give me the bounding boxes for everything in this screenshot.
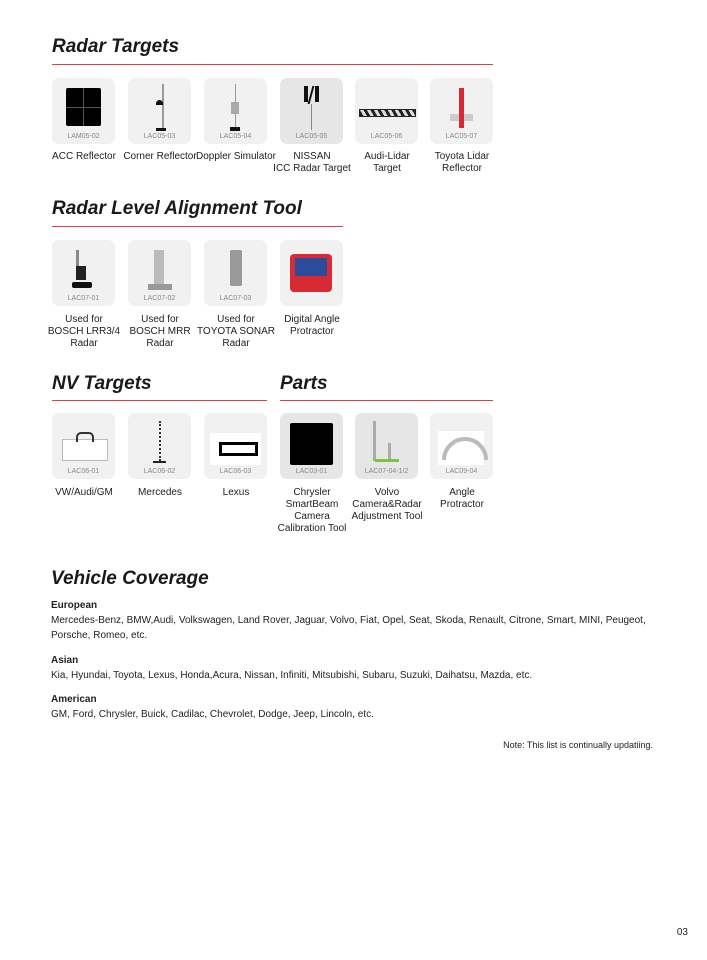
american-label: American [51,694,97,705]
product-label: Chrysler SmartBeam Camera Calibration Tool [277,487,347,534]
product-code: LAC07-02 [143,295,176,302]
product-image [204,417,267,463]
product-image [355,82,418,128]
product-label: VW/Audi/GM [55,487,113,498]
vehicle-coverage-heading: Vehicle Coverage [51,568,209,589]
nv-targets-heading: NV Targets [52,373,152,394]
product-label: Doppler Simulator [195,151,277,162]
product-card [52,240,115,306]
page-number: 03 [676,927,688,938]
product-image [52,82,115,128]
product-code: LAC05-04 [219,133,252,140]
product-label: Audi-Lidar Target [364,151,410,174]
product-image [280,244,343,290]
product-card [430,78,493,144]
divider [52,64,493,65]
product-image [204,82,267,128]
product-label: Angle Protractor [440,487,484,510]
product-card [355,413,418,479]
product-card [52,413,115,479]
product-label: Digital Angle Protractor [284,314,340,337]
product-code: LAC03-01 [295,468,328,475]
product-code: LAC05-06 [370,133,403,140]
product-card [280,240,343,306]
product-card [430,413,493,479]
product-code: LAC05-07 [445,133,478,140]
product-label: Used for BOSCH LRR3/4 Radar [47,314,121,349]
product-code: LAC07-04-1/2 [364,468,409,475]
product-card [204,240,267,306]
product-label: Used for TOYOTA SONAR Radar [197,314,275,349]
product-card [52,78,115,144]
product-label: Used for BOSCH MRR Radar [129,314,191,349]
product-label: Corner Reflector [123,151,197,162]
product-code: LAC07-03 [219,295,252,302]
product-code: LAC07-01 [67,295,100,302]
alignment-heading: Radar Level Alignment Tool [52,198,302,219]
radar-targets-heading: Radar Targets [52,36,180,57]
product-label: Volvo Camera&Radar Adjustment Tool [351,487,423,522]
product-image [128,82,191,128]
divider [280,400,493,401]
product-label: Mercedes [138,487,182,498]
product-image [355,417,418,463]
product-card [128,413,191,479]
product-image [430,417,493,463]
asian-label: Asian [51,655,79,666]
product-card [204,78,267,144]
product-code: LAC05-03 [143,133,176,140]
product-code: LAC06-02 [143,468,176,475]
product-label: NISSAN ICC Radar Target [273,151,351,174]
product-card [128,78,191,144]
product-image [280,82,343,128]
product-card [204,413,267,479]
product-image [204,244,267,290]
parts-heading: Parts [280,373,328,394]
note: Note: This list is continually updatiing. [503,740,653,750]
product-label: Toyota Lidar Reflector [434,151,490,174]
european-label: European [51,600,98,611]
asian-list: Kia, Hyundai, Toyota, Lexus, Honda,Acura, Nissan, Infiniti, Mitsubishi, Subaru, Suzuki, Daihatsu, Mazda, etc. [51,670,533,681]
product-code: LAC06-03 [219,468,252,475]
american-list: GM, Ford, Chrysler, Buick, Cadilac, Chevrolet, Dodge, Jeep, Lincoln, etc. [51,709,374,720]
product-image [52,417,115,463]
product-code: LAC05-05 [295,133,328,140]
product-image [128,417,191,463]
product-card [128,240,191,306]
product-code: LAC06-01 [67,468,100,475]
product-card [280,413,343,479]
product-card [280,78,343,144]
divider [52,226,343,227]
product-image [52,244,115,290]
product-image [128,244,191,290]
european-list: Mercedes-Benz, BMW,Audi, Volkswagen, Land Rover, Jaguar, Volvo, Fiat, Opel, Seat, Skoda, Renault, Citrone, Smart, MINI, Peugeot, Porsche, Romeo, etc. [51,615,646,641]
product-code: LAC09-04 [445,468,478,475]
product-label: Lexus [222,487,250,498]
product-card [355,78,418,144]
product-label: ACC Reflector [52,151,116,162]
product-code: LAM05-02 [67,133,100,140]
divider [52,400,267,401]
product-image [280,417,343,463]
product-image [430,82,493,128]
